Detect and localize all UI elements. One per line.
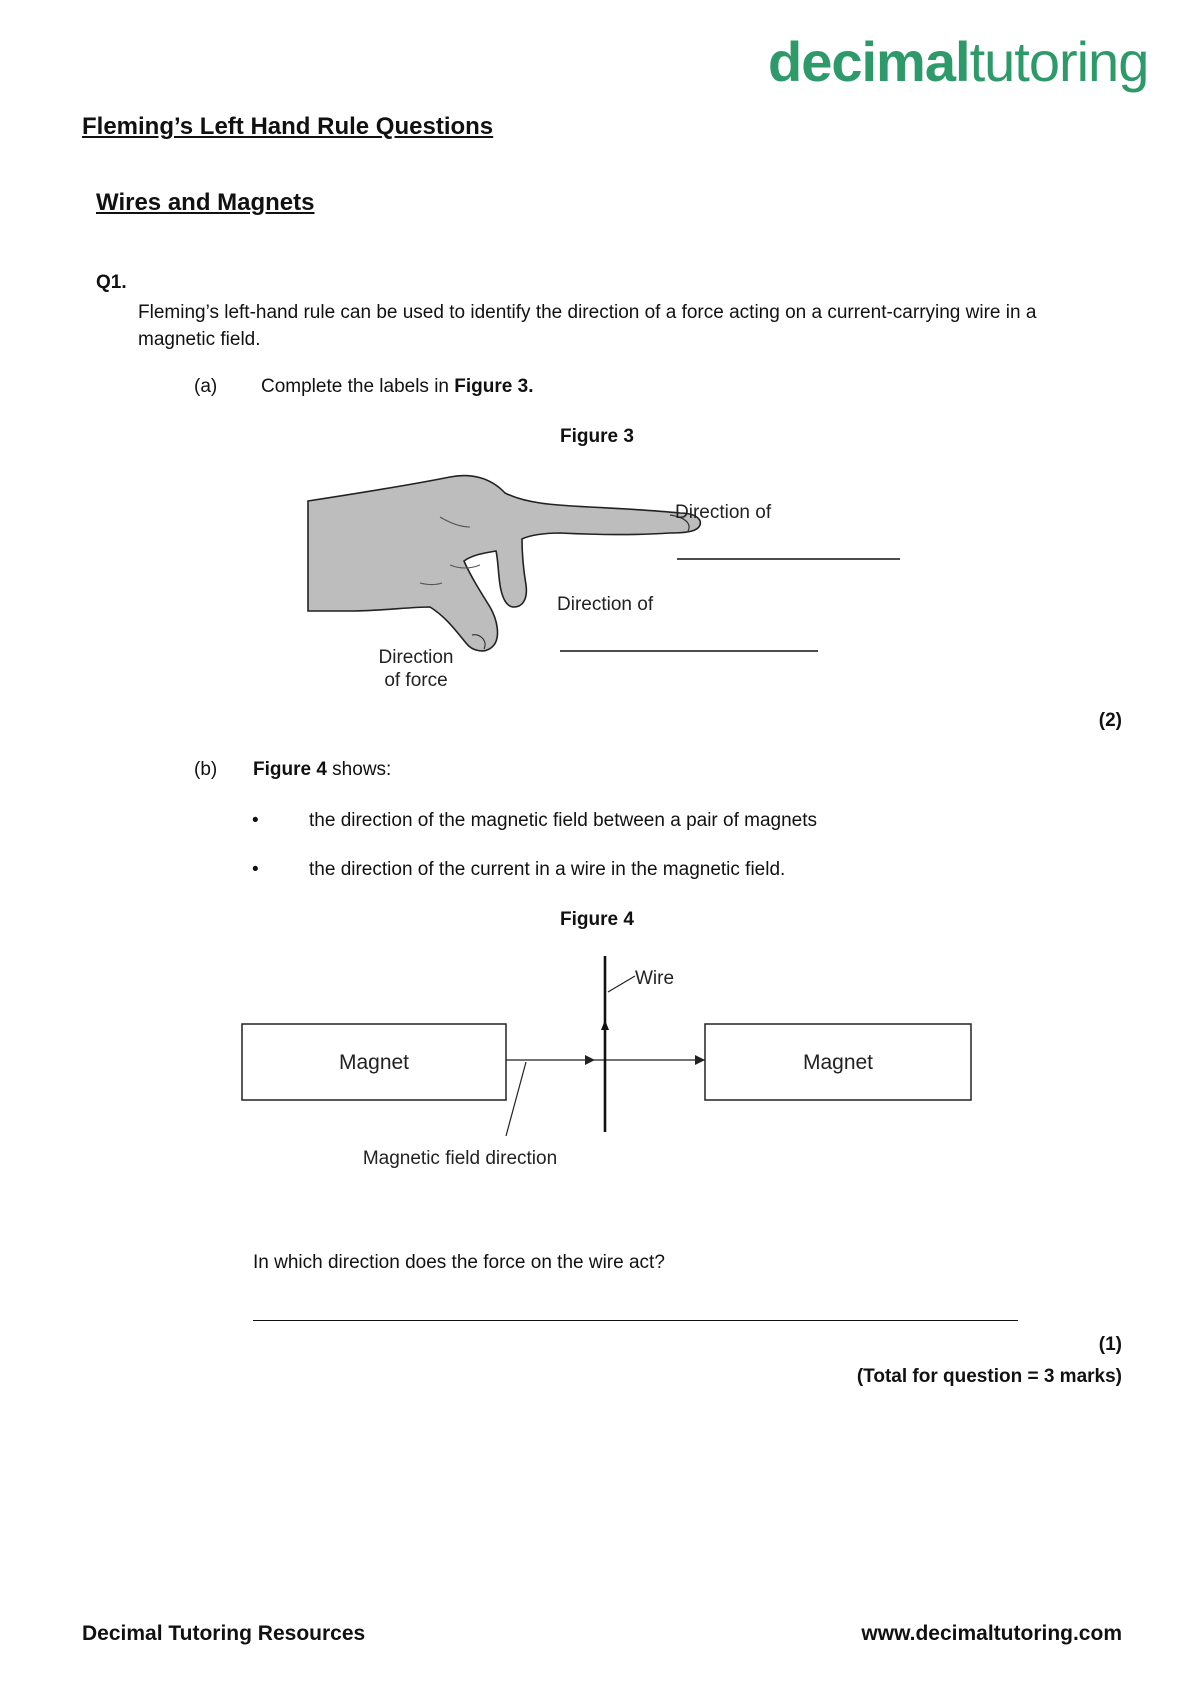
magnet-right-label: Magnet [802,1051,874,1074]
second-finger-label: Direction of [557,594,654,615]
logo-bold-text: decimal [768,30,970,93]
figure-4-caption: Figure 4 [560,909,634,930]
part-a-text-end: . [528,376,534,397]
part-a-text-bold: Figure 3 [454,376,529,397]
thumb-label-line1: Direction [378,647,454,668]
question-number: Q1. [96,272,127,293]
part-a-text: Complete the labels in [261,376,455,397]
brand-logo [768,30,1149,93]
part-b-label: (b) [194,759,218,780]
field-label: Magnetic field direction [362,1148,558,1169]
part-b-answer-line[interactable] [253,1320,1018,1321]
part-b-text-bold: Figure 4 [253,759,327,780]
wire-pointer [608,976,635,992]
figure-4-magnets-diagram [230,950,990,1180]
question-total-marks: (Total for question = 3 marks) [856,1366,1122,1387]
part-b-marks: (1) [1098,1334,1122,1355]
field-pointer [506,1062,526,1136]
page-title: Fleming’s Left Hand Rule Questions [82,113,494,140]
first-finger-label: Direction of [675,502,772,523]
footer-left: Decimal Tutoring Resources [82,1622,366,1645]
figure-3-hand-diagram [300,465,920,705]
hand-icon [308,476,700,651]
bullet-item: the direction of the current in a wire in the magnetic field. [309,859,786,880]
section-heading: Wires and Magnets [96,189,315,216]
magnet-left-label: Magnet [338,1051,410,1074]
thumb-label-line2: of force [384,670,448,691]
part-b-prompt: In which direction does the force on the wire act? [253,1252,665,1273]
part-b-text: shows: [326,759,392,780]
field-arrow-icon [695,1055,705,1065]
question-intro: Fleming’s left-hand rule can be used to identify the direction of a force acting on a current-carrying wire in a magnetic field. [138,302,1037,350]
wire-label: Wire [635,968,675,989]
bullet-icon: • [252,810,259,831]
part-a-instruction [261,376,533,398]
bullet-item: the direction of the magnetic field between a pair of magnets [309,810,818,831]
part-a-label: (a) [194,376,218,397]
footer-website-link[interactable]: www.decimaltutoring.com [861,1622,1122,1645]
current-arrow-icon [601,1020,609,1030]
bullet-icon: • [252,859,259,880]
figure-3-caption: Figure 3 [560,426,634,447]
part-b-instruction [253,759,391,781]
logo-light-text: tutoring [969,30,1149,93]
part-a-marks: (2) [1098,710,1122,731]
field-arrow-icon [585,1055,595,1065]
